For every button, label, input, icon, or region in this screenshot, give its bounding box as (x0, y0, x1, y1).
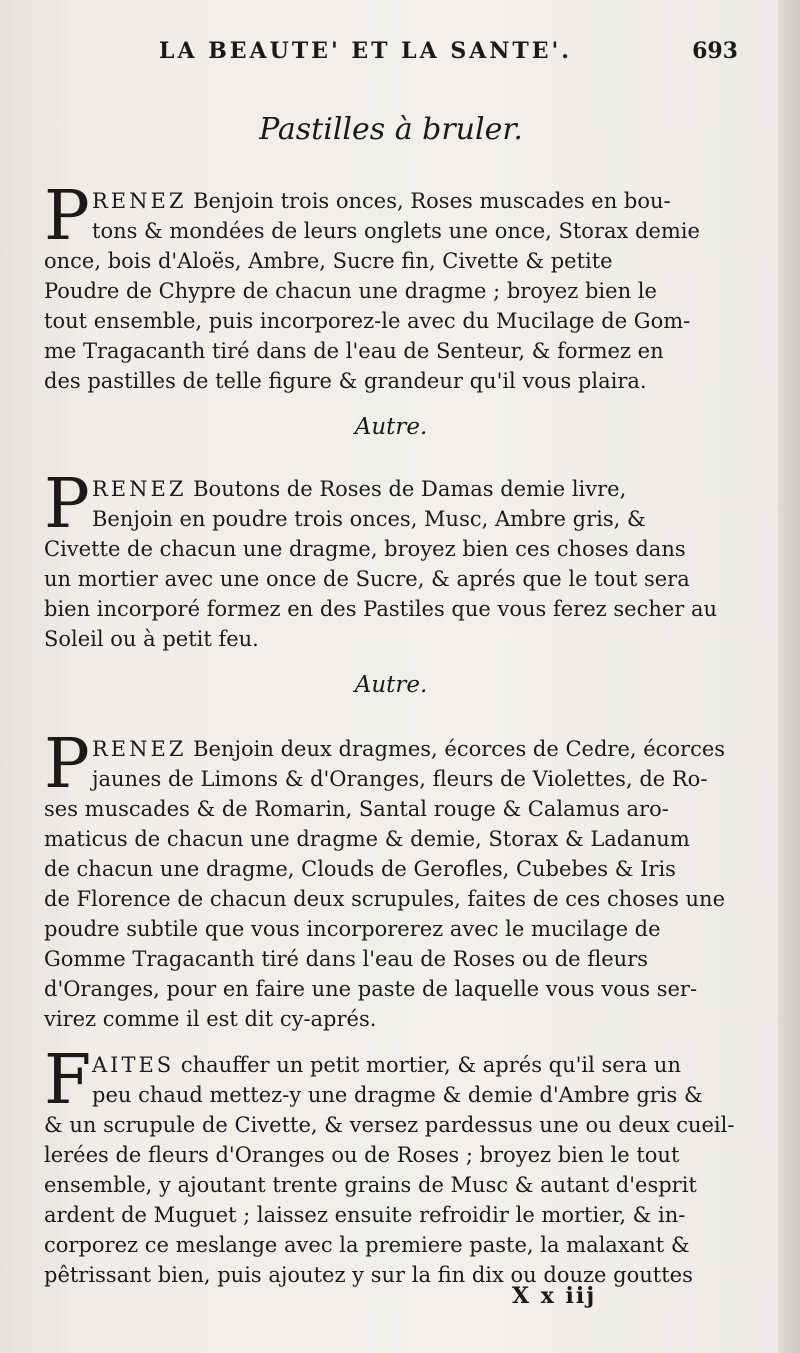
text-line: ardent de Muguet ; laissez ensuite refroidir le mortier, & in- (44, 1203, 686, 1227)
text-line: d'Oranges, pour en faire une paste de laquelle vous vous ser- (44, 977, 698, 1001)
drop-cap: P (44, 177, 90, 256)
running-head: LA BEAUTE' ET LA SANTE'. (159, 38, 572, 64)
text-line: ensemble, y ajoutant trente grains de Musc & autant d'esprit (44, 1173, 697, 1197)
text-line: me Tragacanth tiré dans de l'eau de Senteur, & formez en (44, 339, 664, 363)
text-line: Gomme Tragacanth tiré dans l'eau de Roses ou de fleurs (44, 947, 649, 971)
text-line: Poudre de Chypre de chacun une dragme ; broyez bien le (44, 279, 657, 303)
text-line: maticus de chacun une dragme & demie, Storax & Ladanum (44, 827, 690, 851)
text-line: de chacun une dragme, Clouds de Gerofles, Cubebes & Iris (44, 857, 676, 881)
text-line: bien incorporé formez en des Pastiles que vous ferez secher au (44, 597, 718, 621)
text-line: de Florence de chacun deux scrupules, faites de ces choses une (44, 887, 726, 911)
text-line: lerées de fleurs d'Oranges ou de Roses ; broyez bien le tout (44, 1143, 680, 1167)
text-line: corporez ce meslange avec la premiere paste, la malaxant & (44, 1233, 690, 1257)
drop-cap: F (44, 1041, 92, 1120)
paragraph-2 (44, 465, 738, 654)
subheading-autre-2: Autre. (354, 672, 428, 698)
text-line: ses muscades & de Romarin, Santal rouge & Calamus aro- (44, 797, 669, 821)
text-line: des pastilles de telle figure & grandeur qu'il vous plaira. (44, 369, 647, 393)
section-title: Pastilles à bruler. (259, 112, 523, 147)
text-line: Soleil ou à petit feu. (44, 627, 259, 651)
text-line: RENEZ Boutons de Roses de Damas demie livre, (92, 477, 627, 501)
printer-signature-mark: X x iij (512, 1283, 597, 1309)
lead-word: RENEZ (92, 189, 187, 213)
drop-cap: P (44, 465, 90, 544)
text-line: & un scrupule de Civette, & versez pardessus une ou deux cueil- (44, 1113, 735, 1137)
text-line: tons & mondées de leurs onglets une once, Storax demie (92, 219, 700, 243)
text-line: poudre subtile que vous incorporerez avec le mucilage de (44, 917, 661, 941)
page-header (44, 34, 738, 74)
paragraph-4 (44, 1041, 738, 1290)
page-number: 693 (692, 38, 738, 64)
text-line: peu chaud mettez-y une dragme & demie d'Ambre gris & (92, 1083, 703, 1107)
text-line: RENEZ Benjoin deux dragmes, écorces de Cedre, écorces (92, 737, 726, 761)
text-line: virez comme il est dit cy-aprés. (44, 1007, 377, 1031)
text-line: once, bois d'Aloës, Ambre, Sucre fin, Civette & petite (44, 249, 613, 273)
text-line: pêtrissant bien, puis ajoutez y sur la fin dix ou douze gouttes (44, 1263, 693, 1287)
text-line: Benjoin en poudre trois onces, Musc, Ambre gris, & (92, 507, 646, 531)
paragraph-3 (44, 725, 738, 1034)
lead-word: RENEZ (92, 477, 187, 501)
text-line: tout ensemble, puis incorporez-le avec du Mucilage de Gom- (44, 309, 691, 333)
text-line: jaunes de Limons & d'Oranges, fleurs de Violettes, de Ro- (92, 767, 708, 791)
text-line: un mortier avec une once de Sucre, & aprés que le tout sera (44, 567, 690, 591)
page-edge-shadow (778, 0, 800, 1353)
text-line: RENEZ Benjoin trois onces, Roses muscades en bou- (92, 189, 671, 213)
paragraph-1 (44, 177, 738, 396)
drop-cap: P (44, 725, 90, 804)
lead-word: RENEZ (92, 737, 187, 761)
subheading-autre-1: Autre. (354, 414, 428, 440)
lead-word: AITES (92, 1053, 175, 1077)
text-line: Civette de chacun une dragme, broyez bien ces choses dans (44, 537, 686, 561)
text-line: AITES chauffer un petit mortier, & aprés qu'il sera un (92, 1053, 681, 1077)
